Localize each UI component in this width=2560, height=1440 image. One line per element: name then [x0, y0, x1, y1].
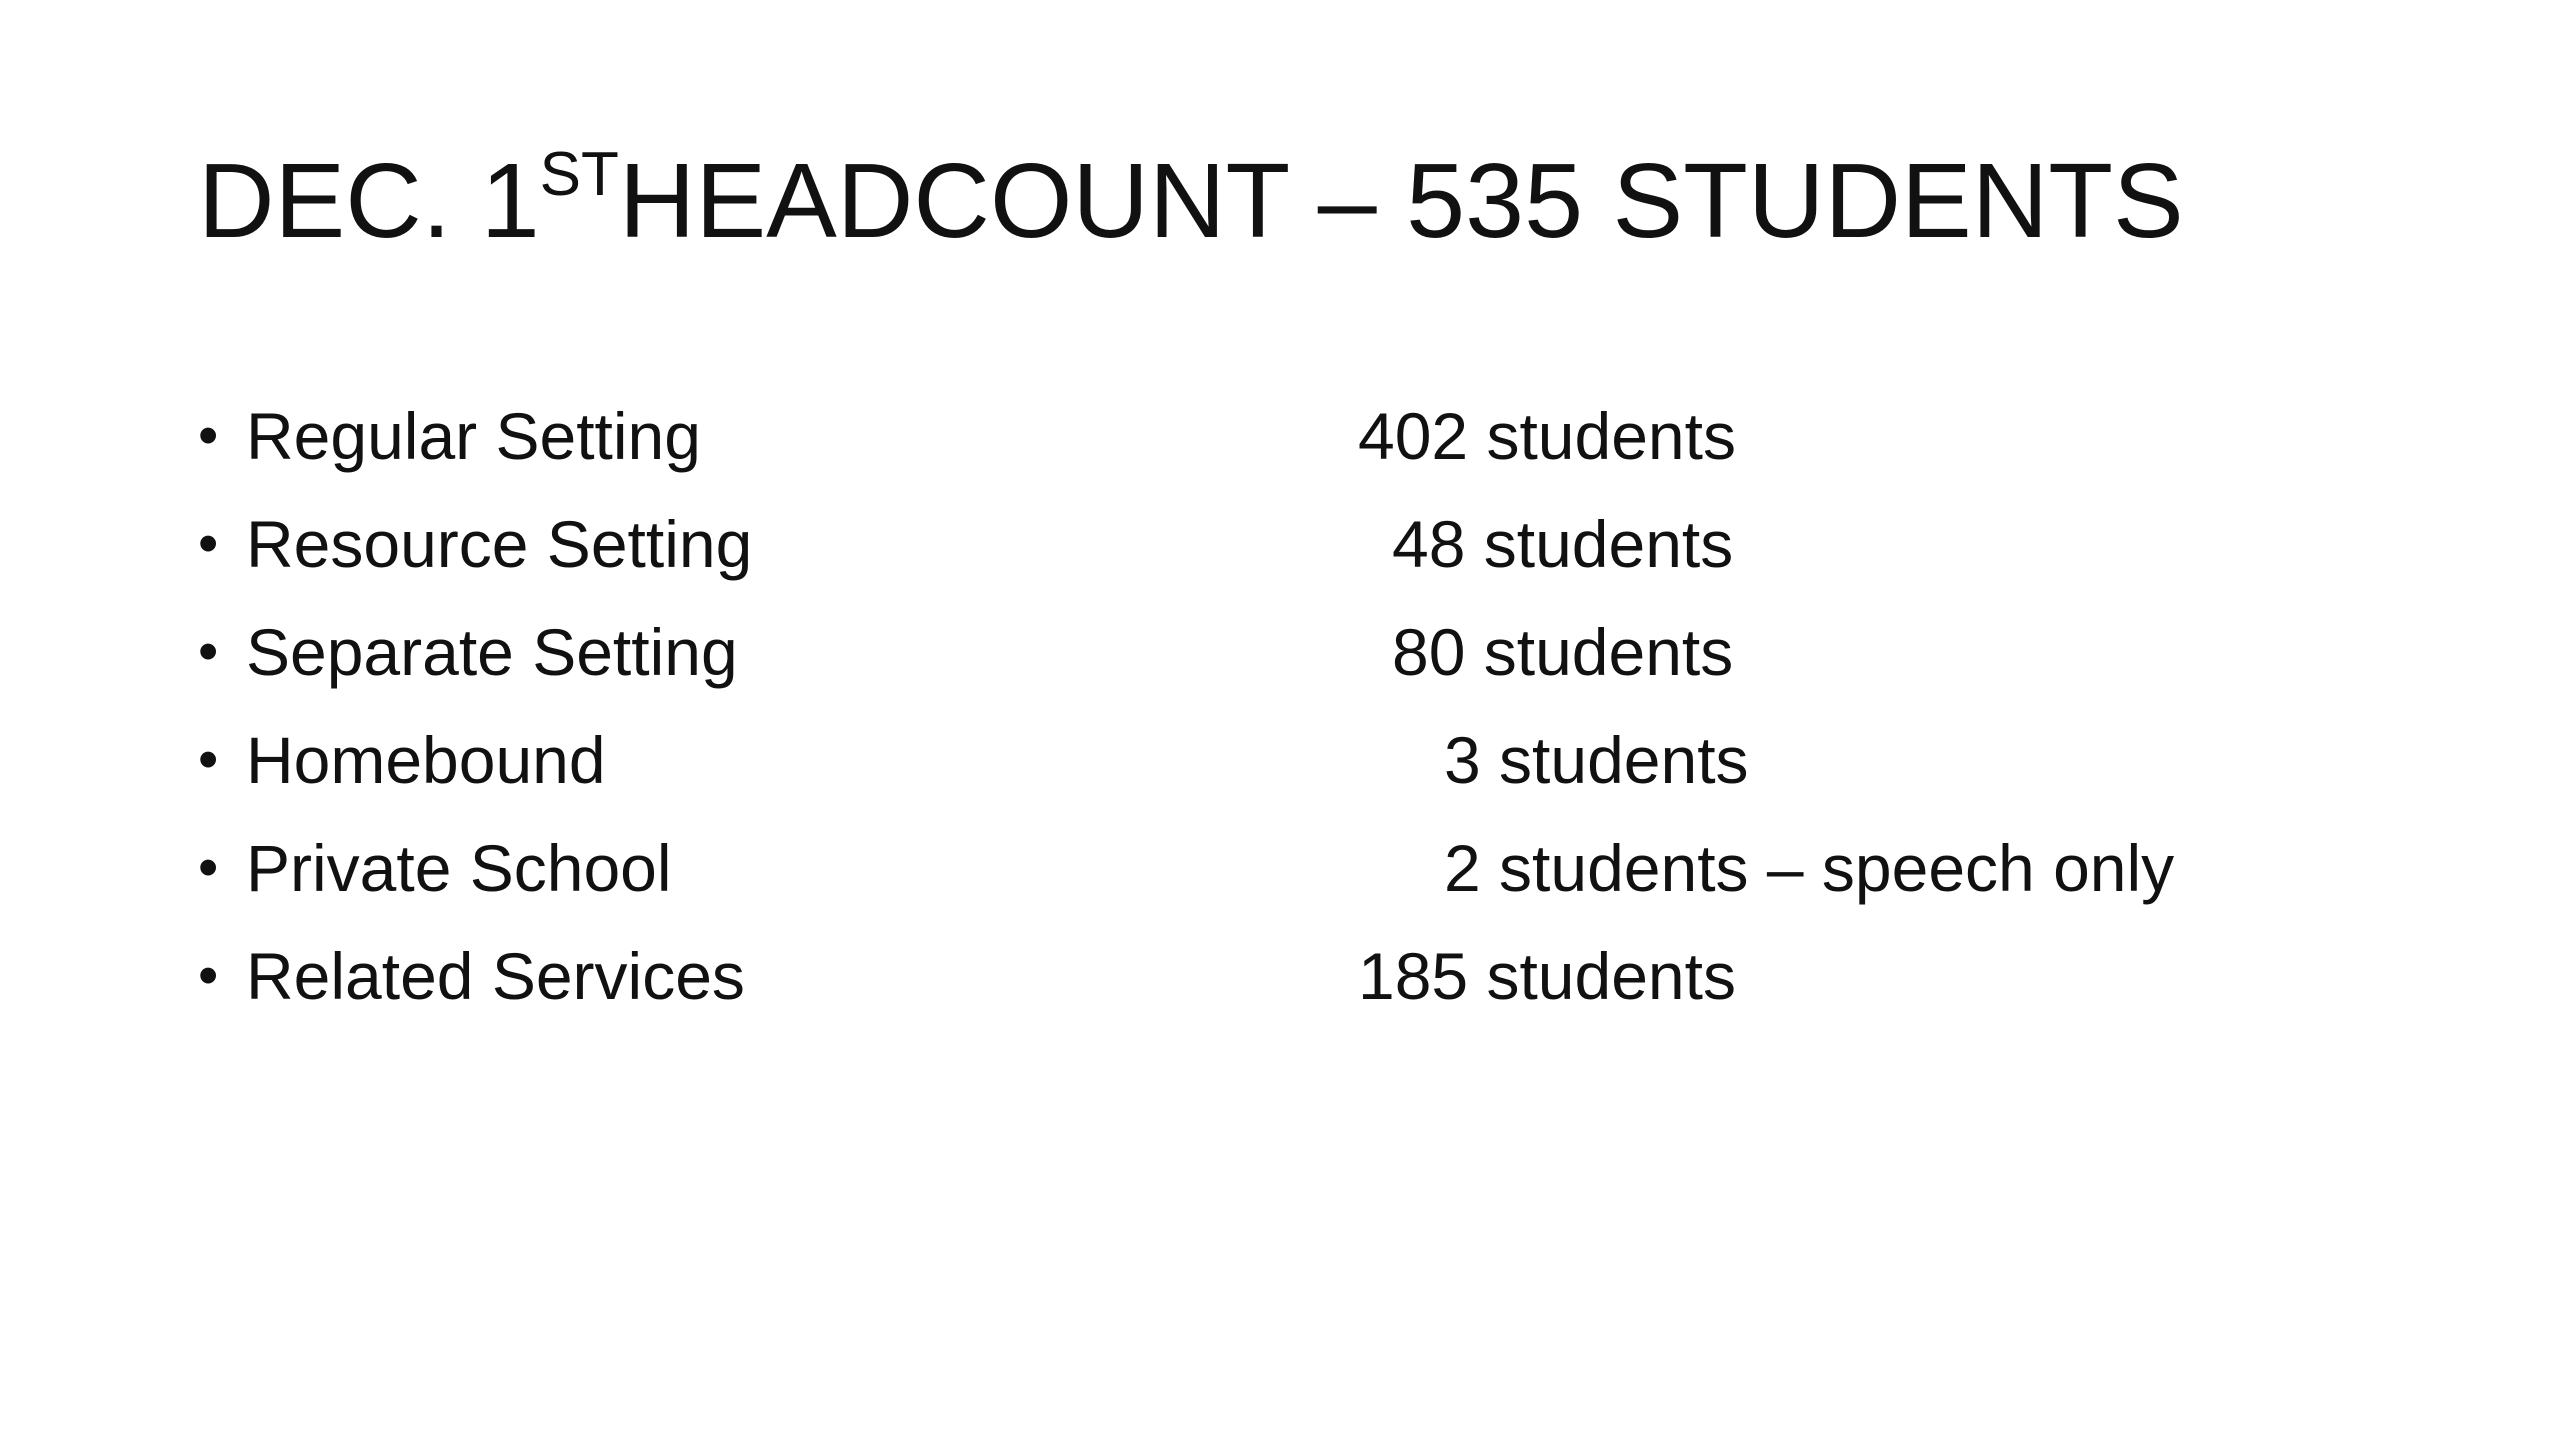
item-value: 2 students – speech only — [1444, 831, 2175, 905]
item-value: 80 students — [1392, 615, 1734, 689]
title-superscript: ST — [539, 140, 619, 209]
title-prefix: DEC. 1 — [198, 142, 540, 260]
slide-title — [198, 140, 2184, 260]
bullet-icon: • — [198, 619, 219, 684]
item-label: Resource Setting — [246, 507, 753, 581]
title-suffix: HEADCOUNT – 535 STUDENTS — [618, 142, 2184, 260]
item-label: Homebound — [246, 723, 606, 797]
bullet-icon: • — [198, 511, 219, 576]
item-label: Private School — [246, 831, 672, 905]
item-label: Separate Setting — [246, 615, 738, 689]
bullet-icon: • — [198, 727, 219, 792]
item-value: 48 students — [1392, 507, 1734, 581]
bullet-icon: • — [198, 835, 219, 900]
bullet-icon: • — [198, 943, 219, 1008]
item-label: Regular Setting — [246, 399, 701, 473]
bullet-icon: • — [198, 403, 219, 468]
item-label: Related Services — [246, 939, 745, 1013]
item-value: 185 students — [1358, 939, 1736, 1013]
item-value: 402 students — [1358, 399, 1736, 473]
item-value: 3 students — [1444, 723, 1749, 797]
